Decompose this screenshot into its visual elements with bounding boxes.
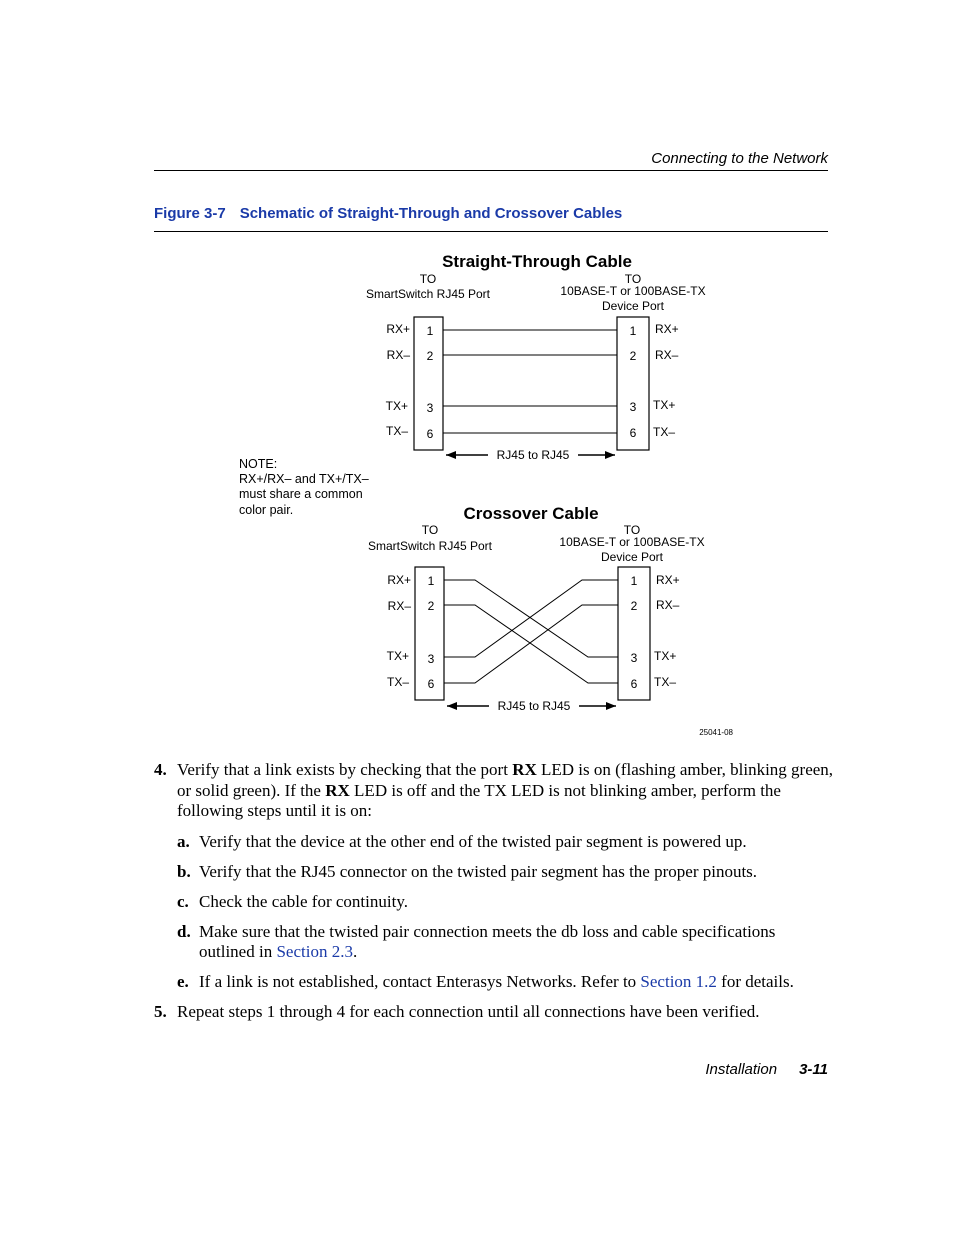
note-line-4: color pair. bbox=[239, 503, 294, 517]
straight-left-label-rx-minus: RX– bbox=[386, 348, 410, 362]
section-1-2-link[interactable]: Section 1.2 bbox=[640, 972, 717, 991]
crossover-right-port-line1: 10BASE-T or 100BASE-TX bbox=[559, 535, 705, 549]
substep-a-text: Verify that the device at the other end of the twisted pair segment is powered up. bbox=[199, 831, 747, 851]
straight-right-pin-3: 3 bbox=[629, 400, 637, 414]
straight-right-pin-2: 2 bbox=[629, 349, 637, 363]
straight-left-label-rx-plus: RX+ bbox=[386, 322, 410, 336]
crossover-left-label-tx-minus: TX– bbox=[386, 675, 409, 689]
straight-left-to: TO bbox=[419, 272, 437, 286]
crossover-diagram bbox=[368, 504, 705, 713]
step-5-marker: 5. bbox=[154, 1002, 167, 1021]
straight-right-port-line1: 10BASE-T or 100BASE-TX bbox=[560, 284, 706, 298]
crossover-left-pin-1: 1 bbox=[427, 574, 435, 588]
footer-section: Installation bbox=[705, 1061, 778, 1078]
substep-c-text: Check the cable for continuity. bbox=[199, 891, 408, 911]
substep-d-marker: d. bbox=[177, 921, 191, 941]
step-4 bbox=[154, 760, 834, 822]
substep-d bbox=[154, 922, 834, 963]
step-5 bbox=[154, 1002, 834, 1023]
figure-number: Figure 3-7 bbox=[154, 205, 226, 222]
substep-b bbox=[154, 862, 834, 883]
crossover-right-label-rx-minus: RX– bbox=[656, 598, 680, 612]
crossover-cable-label: RJ45 to RJ45 bbox=[497, 699, 571, 713]
step-4-marker: 4. bbox=[154, 760, 167, 779]
step-4-bold-rx-2: RX bbox=[325, 780, 350, 800]
note-line-3: must share a common bbox=[239, 487, 363, 501]
pairing-note bbox=[239, 457, 369, 517]
step-4-text-1: Verify that a link exists by checking that the port bbox=[177, 760, 513, 779]
crossover-left-pin-6: 6 bbox=[427, 677, 435, 691]
crossover-left-pin-3: 3 bbox=[427, 652, 435, 666]
straight-left-label-tx-minus: TX– bbox=[385, 424, 408, 438]
substep-e-text: If a link is not established, contact Enterasys Networks. Refer to bbox=[199, 972, 641, 991]
straight-right-pin-1: 1 bbox=[629, 324, 637, 338]
substep-b-marker: b. bbox=[177, 861, 191, 881]
substep-e-end: for details. bbox=[716, 972, 794, 991]
straight-left-port: SmartSwitch RJ45 Port bbox=[365, 287, 491, 301]
straight-cable-label: RJ45 to RJ45 bbox=[496, 448, 570, 462]
page-footer bbox=[0, 1061, 828, 1078]
straight-left-pin-2: 2 bbox=[426, 349, 434, 363]
straight-right-label-tx-plus: TX+ bbox=[653, 398, 676, 412]
crossover-left-pin-2: 2 bbox=[427, 599, 435, 613]
straight-through-diagram bbox=[366, 252, 706, 462]
step-5-text: Repeat steps 1 through 4 for each connection until all connections have been verified. bbox=[177, 1002, 760, 1021]
substep-a bbox=[154, 832, 834, 853]
substep-b-text: Verify that the RJ45 connector on the twisted pair segment has the proper pinouts. bbox=[199, 861, 758, 881]
crossover-title: Crossover Cable bbox=[463, 504, 599, 523]
substep-d-text: Make sure that the twisted pair connection meets the db loss and cable specifications outlined in bbox=[199, 921, 776, 961]
step-4-bold-rx-1: RX bbox=[512, 760, 537, 779]
crossover-right-label-rx-plus: RX+ bbox=[656, 573, 680, 587]
crossover-right-label-tx-plus: TX+ bbox=[654, 649, 677, 663]
procedure-steps bbox=[154, 760, 834, 1033]
crossover-right-to: TO bbox=[623, 523, 641, 537]
figure-title: Schematic of Straight-Through and Crossover Cables bbox=[239, 205, 623, 222]
page-number: 3-11 bbox=[799, 1061, 828, 1078]
substep-e bbox=[154, 972, 834, 993]
straight-left-label-tx-plus: TX+ bbox=[385, 399, 408, 413]
crossover-left-port: SmartSwitch RJ45 Port bbox=[367, 539, 493, 553]
straight-through-title: Straight-Through Cable bbox=[442, 252, 632, 271]
step-4-text-2: LED is on (flashing amber, blinking green, or solid green). If the bbox=[177, 760, 834, 800]
straight-right-to: TO bbox=[624, 272, 642, 286]
crossover-right-pin-3: 3 bbox=[630, 651, 638, 665]
straight-right-label-rx-plus: RX+ bbox=[655, 322, 679, 336]
running-header: Connecting to the Network bbox=[651, 150, 828, 167]
straight-right-label-tx-minus: TX– bbox=[653, 425, 676, 439]
crossover-right-port-line2: Device Port bbox=[600, 550, 664, 564]
straight-left-pin-3: 3 bbox=[426, 401, 434, 415]
straight-left-pin-1: 1 bbox=[426, 324, 434, 338]
straight-right-pin-6: 6 bbox=[629, 426, 637, 440]
crossover-right-pin-2: 2 bbox=[630, 599, 638, 613]
figure-id: 25041-08 bbox=[699, 728, 733, 737]
straight-right-port-line2: Device Port bbox=[601, 299, 665, 313]
substep-c-marker: c. bbox=[177, 891, 189, 911]
crossover-right-pin-1: 1 bbox=[630, 574, 638, 588]
straight-left-pin-6: 6 bbox=[426, 427, 434, 441]
crossover-left-label-rx-minus: RX– bbox=[387, 599, 411, 613]
substep-e-marker: e. bbox=[177, 972, 189, 991]
crossover-right-pin-6: 6 bbox=[630, 677, 638, 691]
substep-d-end: . bbox=[352, 942, 358, 961]
crossover-left-label-tx-plus: TX+ bbox=[386, 649, 409, 663]
step-4-text-3: LED is off and the TX LED is not blinking amber, perform the following steps until it is on: bbox=[177, 780, 781, 820]
crossover-wire-1-to-3 bbox=[444, 580, 618, 657]
note-line-1: NOTE: bbox=[239, 457, 278, 471]
section-2-3-link[interactable]: Section 2.3 bbox=[276, 942, 353, 961]
crossover-left-label-rx-plus: RX+ bbox=[387, 573, 411, 587]
substep-a-marker: a. bbox=[177, 831, 190, 851]
crossover-right-label-tx-minus: TX– bbox=[654, 675, 677, 689]
straight-right-label-rx-minus: RX– bbox=[655, 348, 679, 362]
crossover-left-to: TO bbox=[421, 523, 439, 537]
note-line-2: RX+/RX– and TX+/TX– bbox=[239, 472, 369, 486]
substep-c bbox=[154, 892, 834, 913]
